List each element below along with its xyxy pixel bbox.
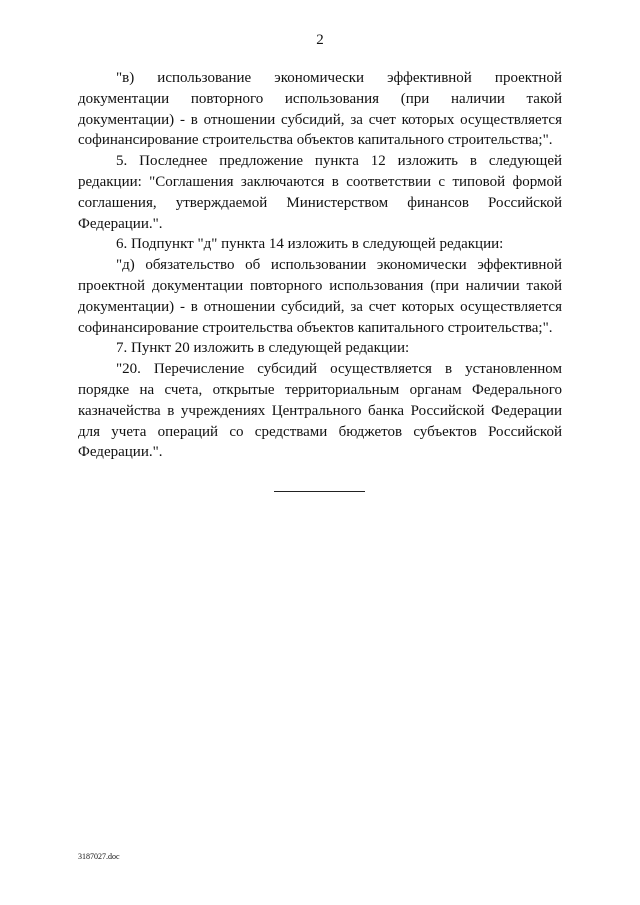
paragraph-item-7: 7. Пункт 20 изложить в следующей редакции:: [116, 340, 410, 357]
paragraph-subitem-v: "в) использование экономически эффективной проектной документации повторного использования (при наличии такой документации) - в отношении субсидий, за счет которых осуществляется софинансирование строительства объектов капитального строительства;".: [78, 70, 562, 149]
document-body: [78, 68, 562, 463]
file-reference: 3187027.doc: [78, 852, 120, 861]
page-number: 2: [316, 32, 324, 48]
paragraph-item-20: "20. Перечисление субсидий осуществляется в установленном порядке на счета, открытые территориальным органам Федерального казначейства в учреждениях Центрального банка Российской Федерации для учета операций со средствами бюджетов субъектов Российской Федерации.".: [78, 361, 562, 461]
paragraph-subitem-d: "д) обязательство об использовании экономически эффективной проектной документации повторного использования (при наличии такой документации) - в отношении субсидий, за счет которых осуществляется софинансирование строительства объектов капитального строительства;".: [78, 257, 562, 336]
paragraph-item-5: 5. Последнее предложение пункта 12 изложить в следующей редакции: "Соглашения заключаются в соответствии с типовой формой соглашения, утверждаемой Министерством финансов Российской Федерации.".: [78, 153, 562, 232]
end-separator-line: [274, 491, 365, 492]
paragraph-item-6: 6. Подпункт "д" пункта 14 изложить в следующей редакции:: [116, 236, 504, 253]
